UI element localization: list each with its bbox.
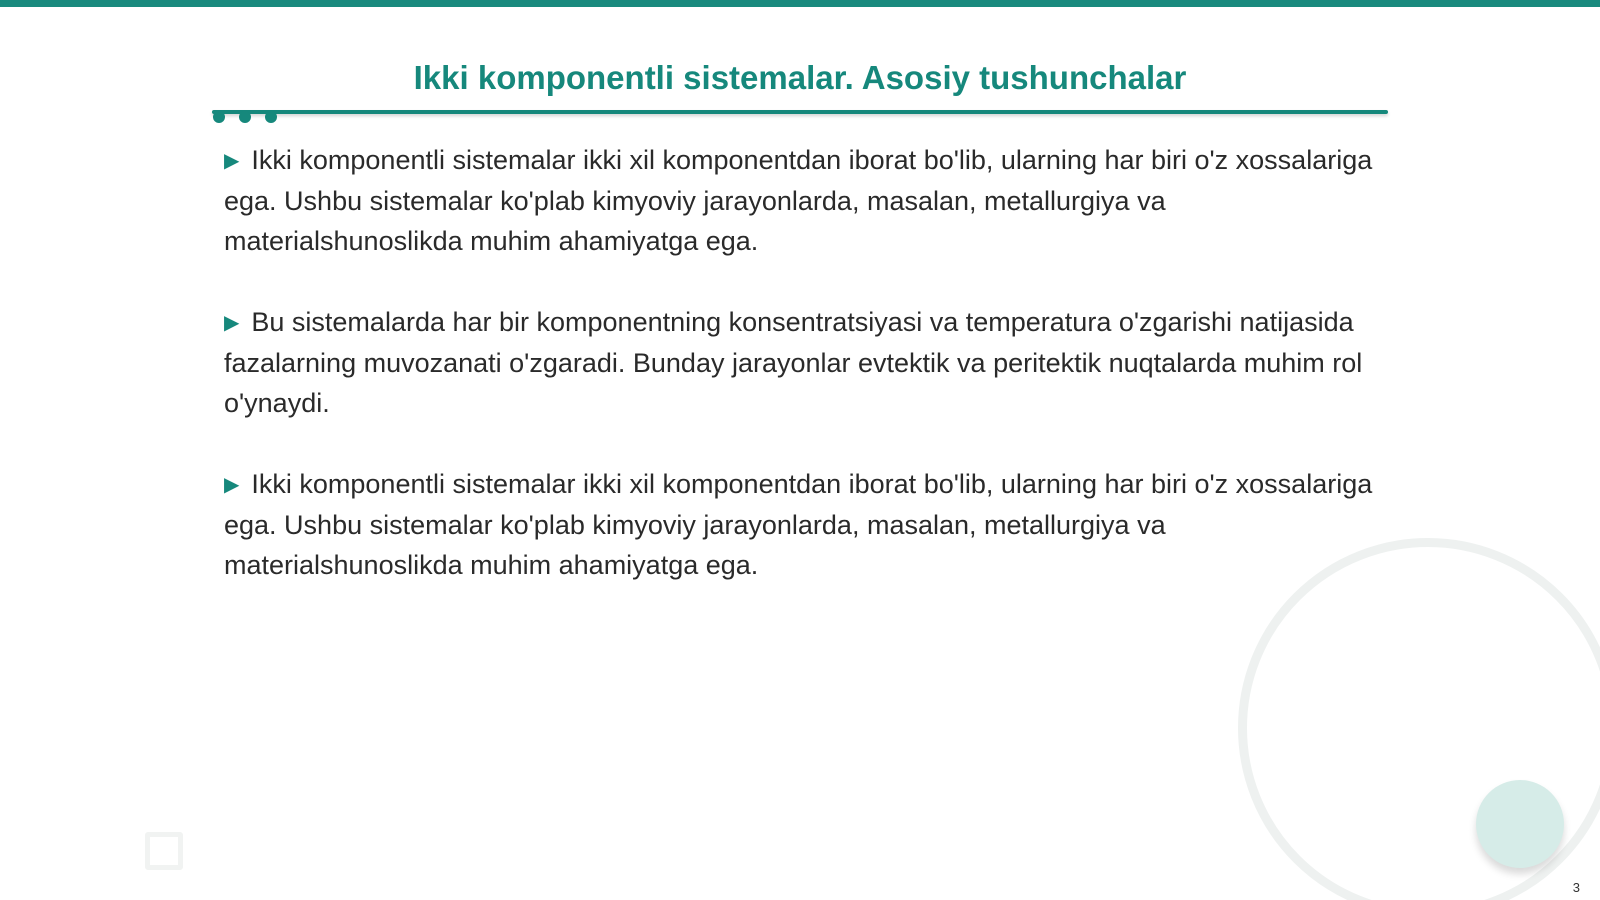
bullet-text: Ikki komponentli sistemalar ikki xil komponentdan iborat bo'lib, ularning har biri o'z xossalariga ega. Ushbu sistemalar ko'plab kimyoviy jarayonlarda, masalan, metallurgiya va materialshunoslikda muhim ahamiyatga ega. <box>224 145 1373 256</box>
bullet-text: Bu sistemalarda har bir komponentning konsentratsiyasi va temperatura o'zgarishi natijasida fazalarning muvozanati o'zgaradi. Bunday jarayonlar evtektik va peritektik nuqtalarda muhim rol o'ynaydi. <box>224 307 1363 418</box>
play-triangle-icon: ▶ <box>224 312 240 334</box>
decorative-dot <box>213 111 225 123</box>
bullet-item <box>224 140 1384 261</box>
bullet-text: Ikki komponentli sistemalar ikki xil komponentdan iborat bo'lib, ularning har biri o'z xossalariga ega. Ushbu sistemalar ko'plab kimyoviy jarayonlarda, masalan, metallurgiya va materialshunoslikda muhim ahamiyatga ega. <box>224 469 1373 580</box>
play-triangle-icon: ▶ <box>224 474 240 496</box>
page-number: 3 <box>1572 880 1580 895</box>
slide-title: Ikki komponentli sistemalar. Asosiy tushunchalar <box>413 59 1187 96</box>
decorative-square <box>145 832 183 870</box>
play-triangle-icon: ▶ <box>224 150 240 172</box>
top-accent-bar <box>0 0 1600 7</box>
bullet-list <box>224 140 1384 626</box>
decorative-dot <box>265 111 277 123</box>
bullet-item <box>224 464 1384 585</box>
decorative-circle <box>1476 780 1564 868</box>
title-underline <box>212 110 1388 114</box>
decorative-dot <box>239 111 251 123</box>
bullet-item <box>224 302 1384 423</box>
